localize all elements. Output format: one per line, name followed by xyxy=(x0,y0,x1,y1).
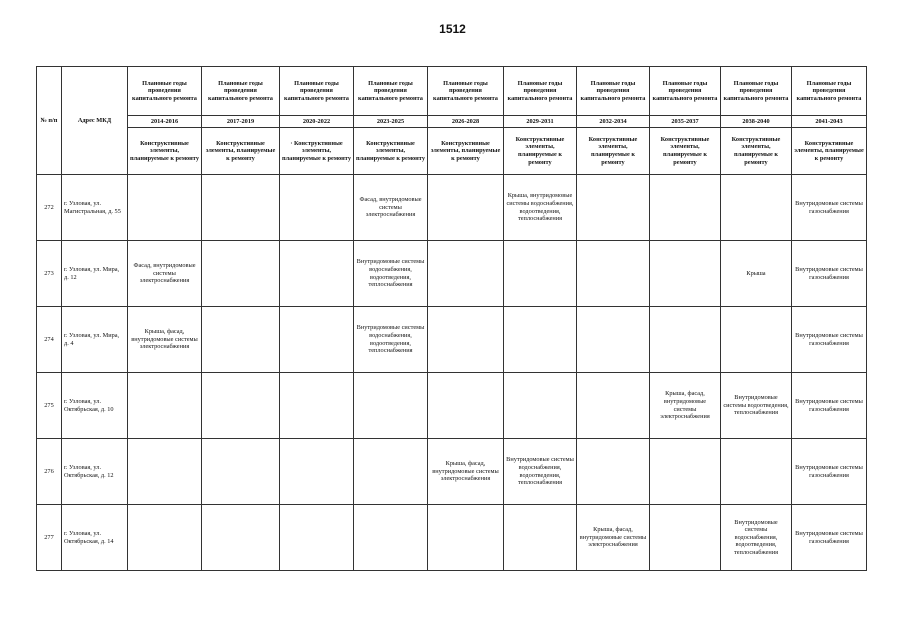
period-title-header: Плановые годы проведения капитального ремонта xyxy=(128,67,202,116)
period-title-header: Плановые годы проведения капитального ремонта xyxy=(650,67,721,116)
repair-elements-cell: Крыша, внутридомовые системы водоснабжения, водоотведения, теплоснабжения xyxy=(504,175,577,241)
table-row xyxy=(37,307,867,373)
period-elements-header: Конструктивные элементы, планируемые к ремонту xyxy=(792,128,867,175)
repair-elements-cell xyxy=(354,373,428,439)
repair-elements-cell xyxy=(650,241,721,307)
period-years-header: 2029-2031 xyxy=(504,116,577,128)
period-years-header: 2035-2037 xyxy=(650,116,721,128)
address-cell: г. Узловая, ул. Мира, д. 12 xyxy=(62,241,128,307)
repair-elements-cell xyxy=(280,373,354,439)
repair-elements-cell xyxy=(428,241,504,307)
repair-elements-cell: Крыша, фасад, внутридомовые системы электроснабжения xyxy=(577,505,650,571)
repair-elements-cell xyxy=(504,241,577,307)
row-number: 273 xyxy=(37,241,62,307)
repair-elements-cell: Фасад, внутридомовые системы электроснабжения xyxy=(128,241,202,307)
address-cell: г. Узловая, ул. Октябрьская, д. 14 xyxy=(62,505,128,571)
repair-elements-cell xyxy=(280,307,354,373)
num-column-header: № п/п xyxy=(37,67,62,175)
repair-elements-cell xyxy=(280,241,354,307)
repair-elements-cell xyxy=(721,307,792,373)
table-header xyxy=(37,67,867,175)
repair-elements-cell xyxy=(650,505,721,571)
repair-elements-cell xyxy=(202,373,280,439)
period-years-header: 2014-2016 xyxy=(128,116,202,128)
period-years-header: 2017-2019 xyxy=(202,116,280,128)
period-elements-header: Конструктивные элементы, планируемые к ремонту xyxy=(721,128,792,175)
repair-elements-cell xyxy=(428,175,504,241)
period-years-header: 2023-2025 xyxy=(354,116,428,128)
period-years-header: 2038-2040 xyxy=(721,116,792,128)
capital-repair-table xyxy=(36,66,867,571)
row-number: 274 xyxy=(37,307,62,373)
repair-elements-cell: Внутридомовые системы водоснабжения, водоотведения, теплоснабжения xyxy=(354,241,428,307)
period-years-header: 2041-2043 xyxy=(792,116,867,128)
repair-elements-cell: Крыша, фасад, внутридомовые системы электроснабжения xyxy=(650,373,721,439)
repair-elements-cell xyxy=(128,439,202,505)
page-number: 1512 xyxy=(439,22,466,36)
repair-elements-cell xyxy=(577,175,650,241)
period-years-header: 2026-2028 xyxy=(428,116,504,128)
repair-elements-cell xyxy=(128,175,202,241)
header-row-years xyxy=(37,116,867,128)
header-row-titles xyxy=(37,67,867,116)
period-title-header: Плановые годы проведения капитального ремонта xyxy=(577,67,650,116)
period-title-header: Плановые годы проведения капитального ремонта xyxy=(721,67,792,116)
table-row xyxy=(37,505,867,571)
repair-elements-cell xyxy=(721,175,792,241)
repair-elements-cell: Внутридомовые системы газоснабжения xyxy=(792,175,867,241)
address-column-header: Адрес МКД xyxy=(62,67,128,175)
repair-elements-cell: Внутридомовые системы водоснабжения, водоотведения, теплоснабжения xyxy=(721,505,792,571)
repair-elements-cell xyxy=(428,373,504,439)
repair-elements-cell: Внутридомовые системы водоснабжения, водоотведения, теплоснабжения xyxy=(354,307,428,373)
row-number: 277 xyxy=(37,505,62,571)
address-cell: г. Узловая, ул. Октябрьская, д. 10 xyxy=(62,373,128,439)
repair-elements-cell xyxy=(721,439,792,505)
repair-elements-cell xyxy=(504,373,577,439)
repair-elements-cell: Крыша, фасад, внутридомовые системы электроснабжения xyxy=(428,439,504,505)
row-number: 275 xyxy=(37,373,62,439)
repair-elements-cell: Фасад, внутридомовые системы электроснабжения xyxy=(354,175,428,241)
repair-elements-cell xyxy=(202,307,280,373)
repair-elements-cell xyxy=(577,373,650,439)
period-title-header: Плановые годы проведения капитального ремонта xyxy=(792,67,867,116)
repair-elements-cell: Внутридомовые системы газоснабжения xyxy=(792,505,867,571)
repair-elements-cell xyxy=(202,505,280,571)
period-years-header: 2020-2022 xyxy=(280,116,354,128)
period-elements-header: Конструктивные элементы, планируемые к ремонту xyxy=(428,128,504,175)
repair-elements-cell xyxy=(428,307,504,373)
table-row xyxy=(37,241,867,307)
repair-elements-cell xyxy=(428,505,504,571)
repair-elements-cell xyxy=(577,307,650,373)
repair-elements-cell: Внутридомовые системы газоснабжения xyxy=(792,241,867,307)
table-row xyxy=(37,439,867,505)
repair-elements-cell xyxy=(202,175,280,241)
repair-elements-cell xyxy=(280,175,354,241)
period-title-header: Плановые годы проведения капитального ремонта xyxy=(202,67,280,116)
period-elements-header: Конструктивные элементы, планируемые к ремонту xyxy=(650,128,721,175)
repair-elements-cell: Внутридомовые системы водоснабжения, водоотведения, теплоснабжения xyxy=(504,439,577,505)
period-title-header: Плановые годы проведения капитального ремонта xyxy=(428,67,504,116)
period-elements-header: Конструктивные элементы, планируемые к ремонту xyxy=(354,128,428,175)
repair-elements-cell xyxy=(354,505,428,571)
table-body xyxy=(37,175,867,571)
repair-elements-cell xyxy=(650,307,721,373)
row-number: 272 xyxy=(37,175,62,241)
repair-elements-cell xyxy=(280,505,354,571)
repair-elements-cell xyxy=(202,439,280,505)
repair-elements-cell: Крыша, фасад, внутридомовые системы электроснабжения xyxy=(128,307,202,373)
period-elements-header: Конструктивные элементы, планируемые к ремонту xyxy=(128,128,202,175)
repair-elements-cell xyxy=(280,439,354,505)
table-row xyxy=(37,373,867,439)
repair-elements-cell xyxy=(650,175,721,241)
period-years-header: 2032-2034 xyxy=(577,116,650,128)
period-title-header: Плановые годы проведения капитального ремонта xyxy=(280,67,354,116)
address-cell: г. Узловая, ул. Октябрьская, д. 12 xyxy=(62,439,128,505)
period-elements-header: · Конструктивные элементы, планируемые к ремонту xyxy=(280,128,354,175)
address-cell: г. Узловая, ул. Мира, д. 4 xyxy=(62,307,128,373)
repair-elements-cell: Внутридомовые системы газоснабжения xyxy=(792,439,867,505)
repair-elements-cell xyxy=(128,505,202,571)
row-number: 276 xyxy=(37,439,62,505)
repair-elements-cell xyxy=(354,439,428,505)
repair-elements-cell xyxy=(650,439,721,505)
address-cell: г. Узловая, ул. Магистральная, д. 55 xyxy=(62,175,128,241)
repair-elements-cell: Внутридомовые системы газоснабжения xyxy=(792,307,867,373)
period-title-header: Плановые годы проведения капитального ремонта xyxy=(504,67,577,116)
repair-elements-cell: Внутридомовые системы водоотведения, теплоснабжения xyxy=(721,373,792,439)
repair-elements-cell xyxy=(504,505,577,571)
repair-elements-cell: Внутридомовые системы газоснабжения xyxy=(792,373,867,439)
repair-elements-cell xyxy=(577,241,650,307)
period-elements-header: Конструктивные элементы, планируемые к ремонту xyxy=(504,128,577,175)
repair-elements-cell xyxy=(577,439,650,505)
repair-elements-cell: Крыша xyxy=(721,241,792,307)
table-row xyxy=(37,175,867,241)
repair-elements-cell xyxy=(128,373,202,439)
period-title-header: Плановые годы проведения капитального ремонта xyxy=(354,67,428,116)
period-elements-header: Конструктивные элементы, планируемые к ремонту xyxy=(202,128,280,175)
period-elements-header: Конструктивные элементы, планируемые к ремонту xyxy=(577,128,650,175)
header-row-elements xyxy=(37,128,867,175)
repair-elements-cell xyxy=(202,241,280,307)
repair-elements-cell xyxy=(504,307,577,373)
